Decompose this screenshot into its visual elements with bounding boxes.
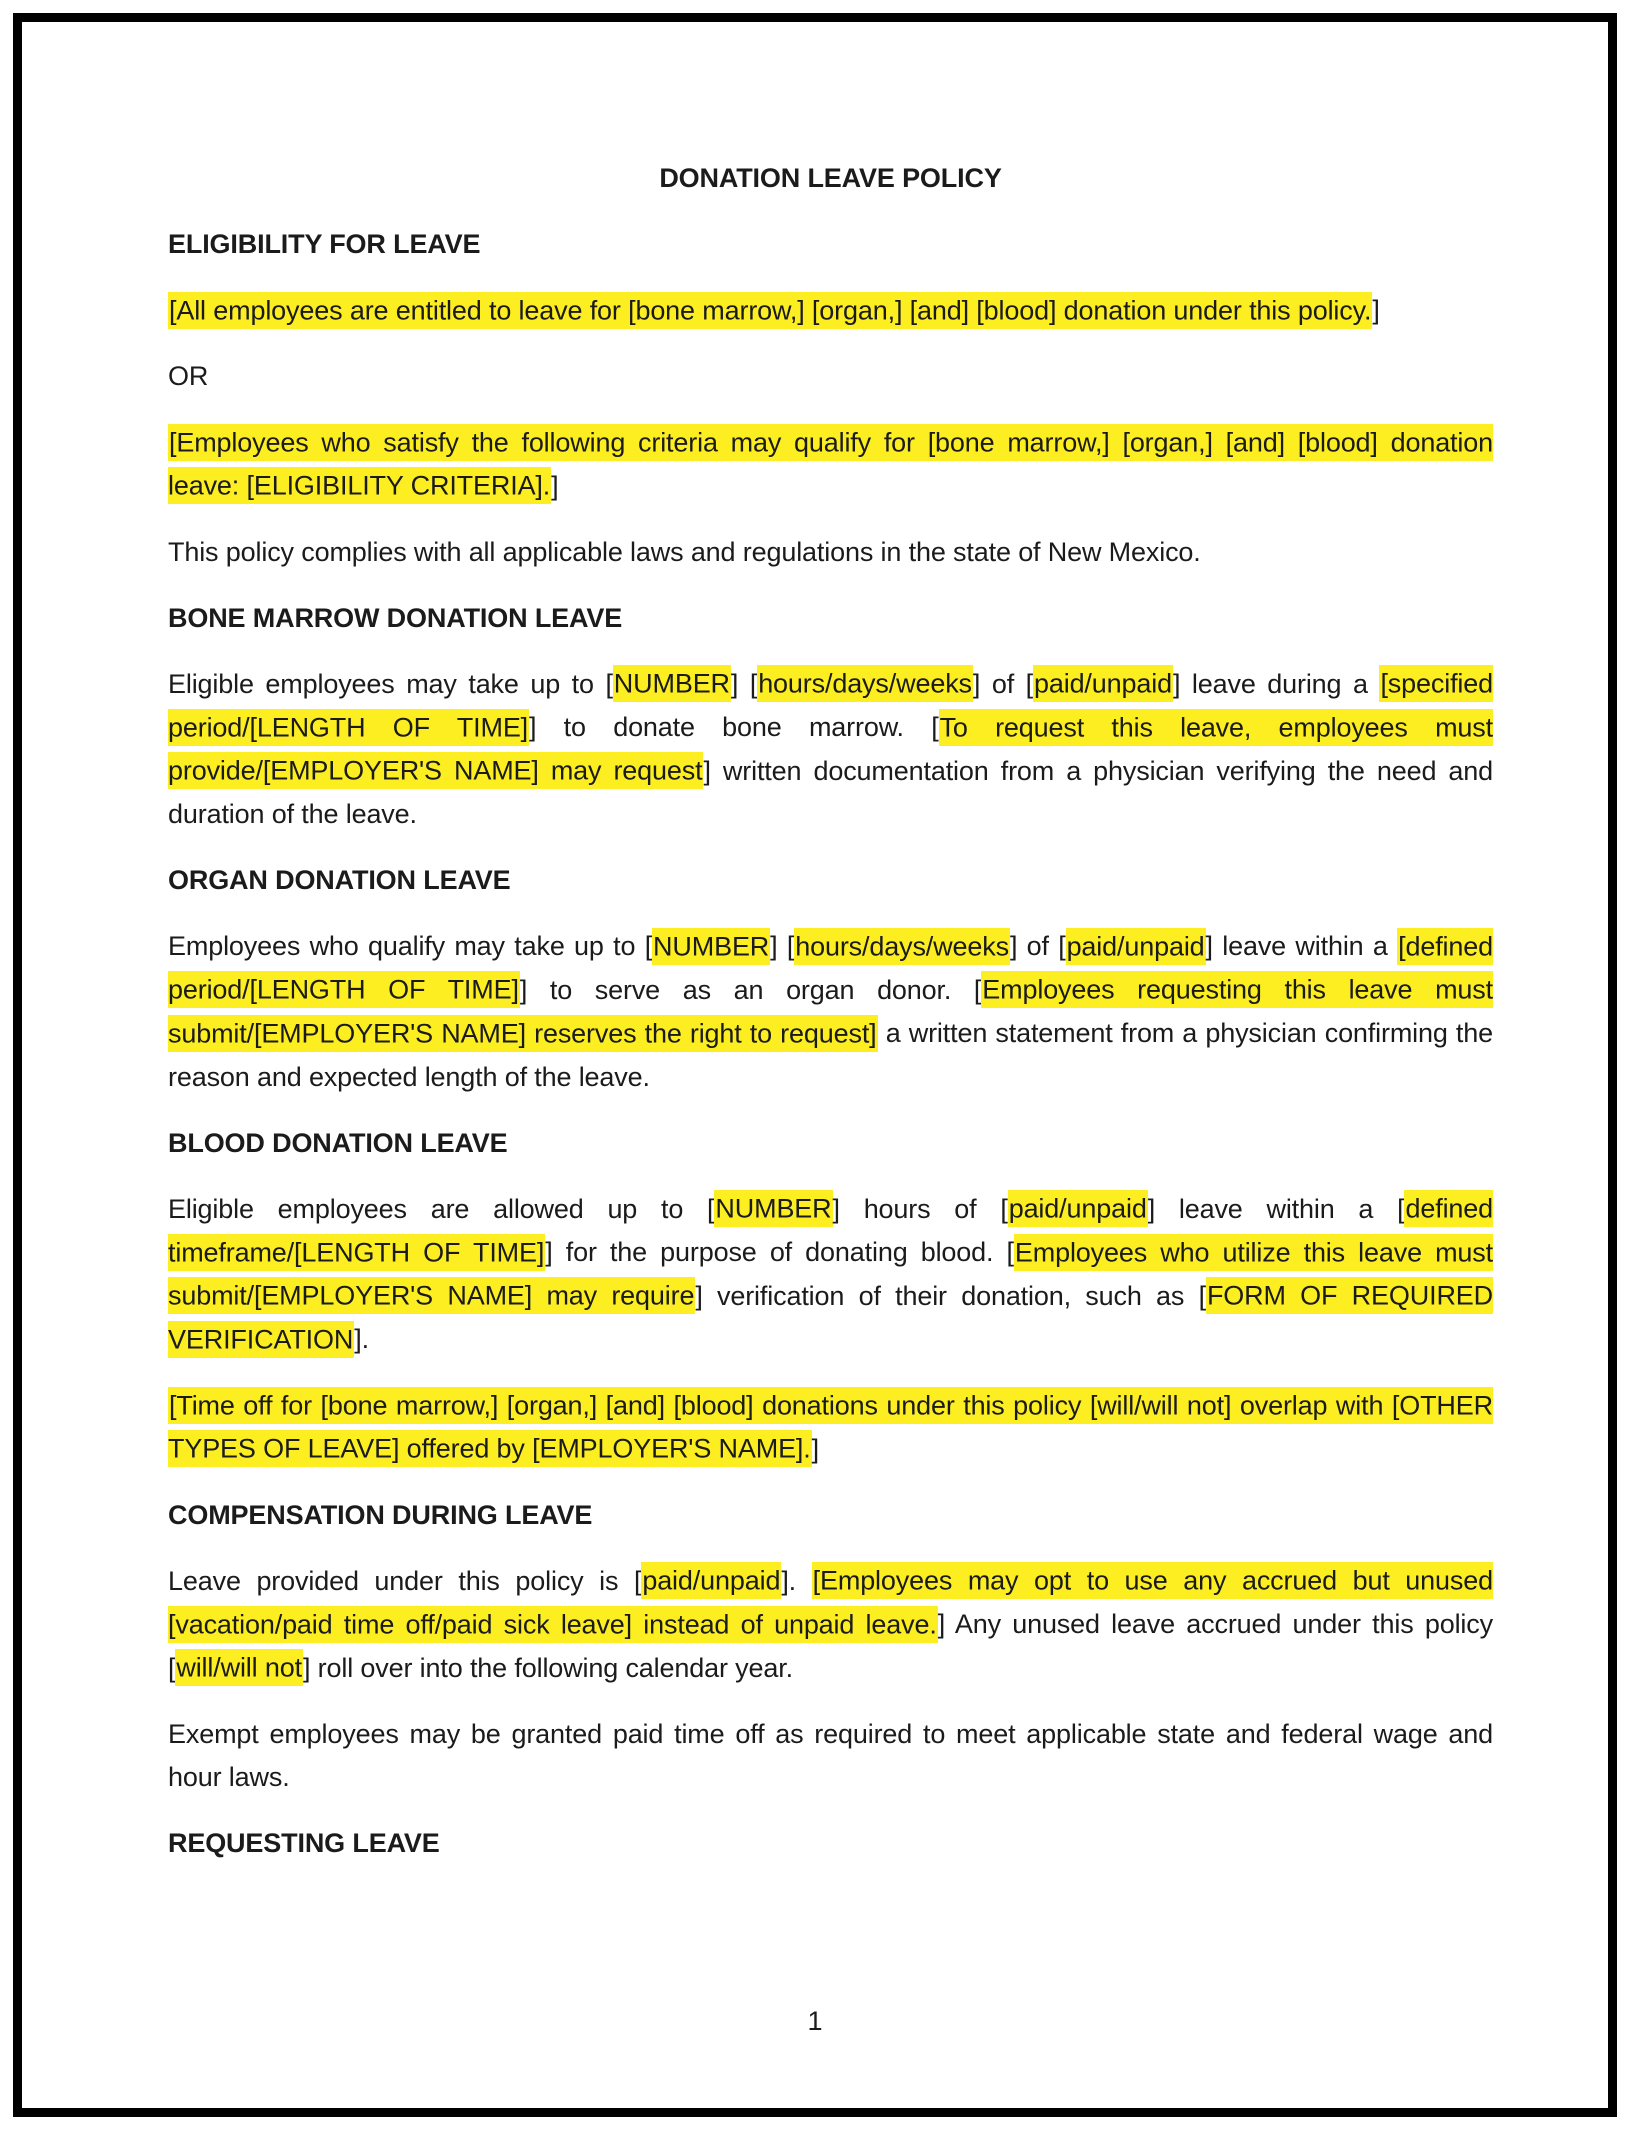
text-run: ] of [ <box>972 668 1033 699</box>
page-number: 1 <box>807 2006 823 2036</box>
text-run: ] hours of [ <box>832 1193 1008 1224</box>
text-run: ] roll over into the following calendar year. <box>302 1652 793 1683</box>
policy-paragraph <box>168 1188 1493 1362</box>
text-run: ] Any unused leave accrued under this policy [ <box>168 1609 1493 1683</box>
text-run: ] of [ <box>1009 931 1066 961</box>
highlighted-text-run: paid/unpaid <box>641 1562 781 1599</box>
policy-paragraph <box>168 1560 1493 1691</box>
text-run: a written statement from a physician confirming the reason and expected length of the leave. <box>168 1018 1494 1092</box>
text-run: ]. <box>781 1565 812 1596</box>
section-heading <box>168 859 1493 903</box>
policy-paragraph <box>168 1713 1493 1800</box>
highlighted-text-run: paid/unpaid <box>1066 928 1206 965</box>
text-run: ] written documentation from a physician verifying the need and duration of the leave. <box>168 755 1493 829</box>
highlighted-text-run: [Employees who satisfy the following criteria may qualify for [bone marrow,] [organ,] [and] [blood] donation leave: [ELIGIBILITY CRITERIA]. <box>168 424 1493 505</box>
text-run: ] leave within a [ <box>1147 1193 1405 1224</box>
text-run: ORGAN DONATION LEAVE <box>168 865 511 895</box>
highlighted-text-run: paid/unpaid <box>1033 665 1173 702</box>
highlighted-text-run: FORM OF REQUIRED VERIFICATION <box>168 1277 1493 1358</box>
highlighted-text-run: defined timeframe/[LENGTH OF TIME] <box>168 1190 1493 1271</box>
text-run: ] verification of their donation, such as [ <box>695 1280 1206 1311</box>
text-run: Leave provided under this policy is [ <box>168 1565 642 1596</box>
highlighted-text-run: NUMBER <box>652 928 770 965</box>
text-run: ] to serve as an organ donor. [ <box>519 974 982 1005</box>
highlighted-text-run: [Employees may opt to use any accrued but unused [vacation/paid time off/paid sick leave] instead of unpaid leave. <box>168 1562 1493 1643</box>
highlighted-text-run: hours/days/weeks <box>794 928 1010 965</box>
highlighted-text-run: Employees requesting this leave must submit/[EMPLOYER'S NAME] reserves the right to request] <box>168 971 1493 1052</box>
text-run: This policy complies with all applicable laws and regulations in the state of New Mexico. <box>168 536 1201 567</box>
text-run: ] <box>551 470 559 501</box>
highlighted-text-run: NUMBER <box>714 1190 832 1227</box>
text-run: ELIGIBILITY FOR LEAVE <box>168 229 481 259</box>
highlighted-text-run: Employees who utilize this leave must submit/[EMPLOYER'S NAME] may require <box>168 1234 1493 1315</box>
policy-paragraph <box>168 1384 1493 1471</box>
text-run: ] to donate bone marrow. [ <box>529 712 939 742</box>
text-run: ] <box>811 1433 819 1464</box>
text-run: ] leave within a <box>1205 931 1398 961</box>
highlighted-text-run: will/will not <box>175 1649 303 1686</box>
text-run: ] <box>1372 295 1380 325</box>
text-run: BLOOD DONATION LEAVE <box>168 1127 508 1158</box>
section-heading <box>168 223 1493 267</box>
policy-paragraph <box>168 663 1493 837</box>
text-run: ] [ <box>730 668 758 699</box>
text-run: ]. <box>354 1324 369 1354</box>
text-run: Employees who qualify may take up to [ <box>168 931 653 961</box>
highlighted-text-run: [Time off for [bone marrow,] [organ,] [and] [blood] donations under this policy [will/will not] overlap with [OTHER TYPES OF LEAVE] offered by [EMPLOYER'S NAME]. <box>168 1387 1493 1468</box>
section-heading <box>168 597 1493 641</box>
policy-paragraph <box>168 925 1493 1099</box>
text-run: COMPENSATION DURING LEAVE <box>168 1499 593 1530</box>
highlighted-text-run: [All employees are entitled to leave for [bone marrow,] [organ,] [and] [blood] donation under this policy. <box>168 292 1372 329</box>
highlighted-text-run: [specified period/[LENGTH OF TIME] <box>168 665 1493 746</box>
text-run: BONE MARROW DONATION LEAVE <box>168 602 623 633</box>
text-run: OR <box>168 361 209 391</box>
text-run: REQUESTING LEAVE <box>168 1828 440 1858</box>
section-heading <box>168 1822 1493 1866</box>
highlighted-text-run: [defined period/[LENGTH OF TIME] <box>168 928 1493 1009</box>
section-heading <box>168 1494 1493 1538</box>
text-run: ] leave during a <box>1172 668 1380 699</box>
section-heading <box>168 1122 1493 1166</box>
policy-paragraph <box>168 355 1493 399</box>
document-body <box>168 223 1493 1866</box>
text-run: ] [ <box>770 931 795 961</box>
text-run: Eligible employees are allowed up to [ <box>168 1193 715 1224</box>
highlighted-text-run: hours/days/weeks <box>757 665 973 702</box>
policy-paragraph <box>168 531 1493 575</box>
highlighted-text-run: paid/unpaid <box>1008 1190 1148 1227</box>
highlighted-text-run: To request this leave, employees must provide/[EMPLOYER'S NAME] may request <box>168 709 1493 790</box>
text-run: Eligible employees may take up to [ <box>168 668 613 699</box>
document-title: DONATION LEAVE POLICY <box>659 163 1002 193</box>
highlighted-text-run: NUMBER <box>613 665 731 702</box>
text-run: Exempt employees may be granted paid time off as required to meet applicable state and federal wage and hour laws. <box>168 1718 1493 1792</box>
policy-paragraph <box>168 289 1493 333</box>
text-run: ] for the purpose of donating blood. [ <box>545 1237 1014 1267</box>
policy-paragraph <box>168 421 1493 508</box>
